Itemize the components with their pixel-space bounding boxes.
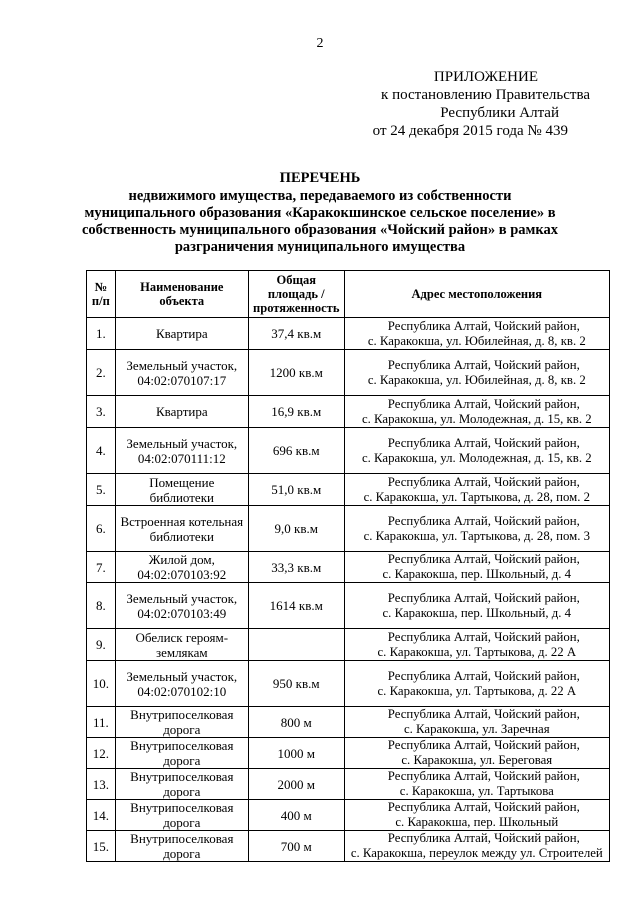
appendix-republic-line: Республики Алтай <box>440 105 559 121</box>
cell-name: Земельный участок, 04:02:070102:10 <box>115 661 248 707</box>
heading-line-2: муниципального образования «Каракокшинское сельское поселение» в <box>84 205 556 221</box>
address-line-2: с. Каракокша, ул. Юбилейная, д. 8, кв. 2 <box>367 372 586 387</box>
address-line-1: Республика Алтай, Чойский район, <box>387 396 580 411</box>
cell-number: 8. <box>87 583 116 629</box>
address-line-1: Республика Алтай, Чойский район, <box>387 738 580 752</box>
header-number: № п/п <box>87 271 116 318</box>
address-line-1: Республика Алтай, Чойский район, <box>387 357 580 372</box>
address-line-2: с. Каракокша, ул. Тартыкова, д. 22 А <box>377 683 577 698</box>
cell-name: Квартира <box>115 318 248 350</box>
address-line-2: с. Каракокша, ул. Тартыкова, д. 28, пом. 3 <box>363 528 591 543</box>
header-name: Наименование объекта <box>115 271 248 318</box>
cell-name: Квартира <box>115 396 248 428</box>
cell-number: 10. <box>87 661 116 707</box>
heading-line-3: собственность муниципального образования «Чойский район» в рамках <box>81 222 559 238</box>
cell-number: 3. <box>87 396 116 428</box>
cell-name: Внутрипоселковая дорога <box>115 738 248 769</box>
cell-address <box>344 428 609 474</box>
property-table <box>86 270 610 862</box>
address-line-1: Республика Алтай, Чойский район, <box>387 435 580 450</box>
cell-name: Встроенная котельная библиотеки <box>115 506 248 552</box>
address-line-1: Республика Алтай, Чойский район, <box>387 707 580 721</box>
cell-address <box>344 769 609 800</box>
address-line-2: с. Каракокша, пер. Школьный <box>395 815 559 829</box>
cell-address <box>344 474 609 506</box>
cell-number: 15. <box>87 831 116 862</box>
cell-area: 51,0 кв.м <box>248 474 344 506</box>
table-row <box>87 800 610 831</box>
cell-address <box>344 629 609 661</box>
cell-area: 700 м <box>248 831 344 862</box>
page-number: 2 <box>316 36 324 51</box>
cell-area: 400 м <box>248 800 344 831</box>
header-area: Общая площадь / протяженность <box>248 271 344 318</box>
cell-address <box>344 583 609 629</box>
cell-address <box>344 506 609 552</box>
cell-number: 11. <box>87 707 116 738</box>
cell-name: Земельный участок, 04:02:070107:17 <box>115 350 248 396</box>
cell-area: 1614 кв.м <box>248 583 344 629</box>
table-row <box>87 506 610 552</box>
address-line-2: с. Каракокша, ул. Береговая <box>401 753 553 767</box>
address-line-1: Республика Алтай, Чойский район, <box>387 668 580 683</box>
table-row <box>87 831 610 862</box>
cell-address <box>344 800 609 831</box>
address-line-1: Республика Алтай, Чойский район, <box>387 552 580 566</box>
cell-name: Помещение библиотеки <box>115 474 248 506</box>
cell-name: Земельный участок, 04:02:070103:49 <box>115 583 248 629</box>
table-row <box>87 474 610 506</box>
address-line-2: с. Каракокша, пер. Школьный, д. 4 <box>382 605 572 620</box>
cell-address <box>344 396 609 428</box>
address-line-1: Республика Алтай, Чойский район, <box>387 769 580 783</box>
address-line-2: с. Каракокша, пер. Школьный, д. 4 <box>382 567 572 581</box>
cell-area: 37,4 кв.м <box>248 318 344 350</box>
cell-number: 2. <box>87 350 116 396</box>
address-line-2: с. Каракокша, ул. Юбилейная, д. 8, кв. 2 <box>367 333 586 348</box>
table-row <box>87 428 610 474</box>
address-line-1: Республика Алтай, Чойский район, <box>387 474 580 489</box>
cell-area: 1000 м <box>248 738 344 769</box>
table-row <box>87 629 610 661</box>
cell-name: Внутрипоселковая дорога <box>115 800 248 831</box>
table-row <box>87 396 610 428</box>
cell-area: 696 кв.м <box>248 428 344 474</box>
cell-area: 2000 м <box>248 769 344 800</box>
heading-line-1: недвижимого имущества, передаваемого из собственности <box>128 188 512 204</box>
cell-number: 12. <box>87 738 116 769</box>
table-row <box>87 661 610 707</box>
table-row <box>87 769 610 800</box>
address-line-1: Республика Алтай, Чойский район, <box>387 513 580 528</box>
address-line-1: Республика Алтай, Чойский район, <box>387 590 580 605</box>
appendix-block <box>330 68 590 140</box>
table-row <box>87 350 610 396</box>
heading-title: ПЕРЕЧЕНЬ <box>279 170 361 186</box>
address-line-1: Республика Алтай, Чойский район, <box>387 831 580 845</box>
table-header-row <box>87 271 610 318</box>
cell-address <box>344 738 609 769</box>
address-line-2: с. Каракокша, ул. Тартыкова, д. 28, пом. 2 <box>363 489 591 504</box>
cell-number: 1. <box>87 318 116 350</box>
address-line-1: Республика Алтай, Чойский район, <box>387 318 580 333</box>
cell-number: 7. <box>87 552 116 583</box>
address-line-2: с. Каракокша, ул. Тартыкова, д. 22 А <box>377 644 577 659</box>
cell-address <box>344 707 609 738</box>
table-row <box>87 738 610 769</box>
table-row <box>87 318 610 350</box>
cell-name: Внутрипоселковая дорога <box>115 707 248 738</box>
cell-address <box>344 552 609 583</box>
cell-number: 14. <box>87 800 116 831</box>
address-line-2: с. Каракокша, ул. Тартыкова <box>399 784 554 798</box>
header-address: Адрес местоположения <box>344 271 609 318</box>
cell-area: 33,3 кв.м <box>248 552 344 583</box>
appendix-resolution-line: к постановлению Правительства <box>381 87 590 103</box>
cell-address <box>344 318 609 350</box>
address-line-2: с. Каракокша, переулок между ул. Строителей <box>350 846 603 860</box>
cell-address <box>344 661 609 707</box>
table-row <box>87 707 610 738</box>
cell-name: Земельный участок, 04:02:070111:12 <box>115 428 248 474</box>
table-row <box>87 552 610 583</box>
appendix-date-line: от 24 декабря 2015 года № 439 <box>372 123 568 139</box>
cell-name: Жилой дом, 04:02:070103:92 <box>115 552 248 583</box>
cell-area: 9,0 кв.м <box>248 506 344 552</box>
cell-area: 800 м <box>248 707 344 738</box>
cell-address <box>344 831 609 862</box>
cell-area <box>248 629 344 661</box>
address-line-2: с. Каракокша, ул. Молодежная, д. 15, кв. 2 <box>361 450 592 465</box>
document-heading <box>60 170 580 256</box>
cell-area: 1200 кв.м <box>248 350 344 396</box>
cell-number: 5. <box>87 474 116 506</box>
cell-name: Внутрипоселковая дорога <box>115 831 248 862</box>
cell-number: 4. <box>87 428 116 474</box>
address-line-1: Республика Алтай, Чойский район, <box>387 800 580 814</box>
cell-number: 6. <box>87 506 116 552</box>
address-line-2: с. Каракокша, ул. Молодежная, д. 15, кв. 2 <box>361 411 592 426</box>
cell-number: 13. <box>87 769 116 800</box>
address-line-1: Республика Алтай, Чойский район, <box>387 629 580 644</box>
cell-name: Обелиск героям-землякам <box>115 629 248 661</box>
heading-line-4: разграничения муниципального имущества <box>174 239 466 255</box>
cell-number: 9. <box>87 629 116 661</box>
address-line-2: с. Каракокша, ул. Заречная <box>403 722 550 736</box>
cell-area: 16,9 кв.м <box>248 396 344 428</box>
table-row <box>87 583 610 629</box>
appendix-title: ПРИЛОЖЕНИЕ <box>433 69 538 85</box>
cell-address <box>344 350 609 396</box>
cell-area: 950 кв.м <box>248 661 344 707</box>
cell-name: Внутрипоселковая дорога <box>115 769 248 800</box>
